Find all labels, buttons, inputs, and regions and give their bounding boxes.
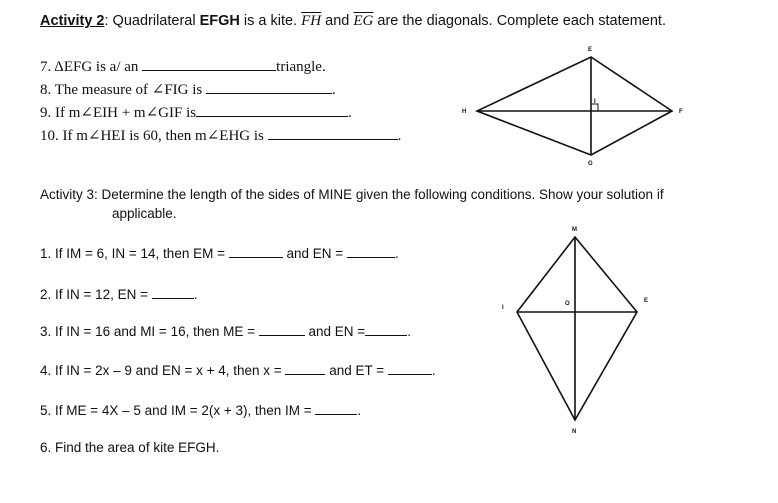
title-text: are the diagonals. Complete each statement. <box>373 13 666 29</box>
label-g: G <box>588 161 593 167</box>
item-text: 1. If IM = 6, IN = 14, then EM = <box>40 246 225 261</box>
item-text: . <box>332 82 336 98</box>
diagonal-fh: $\overline{FH}$ <box>301 13 322 29</box>
item-text: and ET = <box>329 363 385 378</box>
item-text: . <box>431 363 436 378</box>
item-text: triangle. <box>276 59 326 75</box>
item-text: . <box>394 246 399 261</box>
item-text: . <box>193 287 198 302</box>
item-text: . <box>397 128 402 144</box>
item-text: and EN = <box>308 324 366 339</box>
activity3-heading-line1: Activity 3: Determine the length of the sides of MINE given the following conditions. Show your solution if <box>40 187 664 202</box>
label-m: M <box>572 227 577 233</box>
activity3-heading-line2: applicable. <box>112 206 177 221</box>
item-text: 7. ΔEFG is a/ an <box>40 59 139 75</box>
kite-name: EFGH <box>199 13 240 29</box>
title-text: is a kite. <box>239 13 302 29</box>
item-text: 2. If IN = 12, EN = <box>40 287 149 302</box>
item-text: 4. If IN = 2x – 9 and EN = x + 4, then x = <box>40 363 282 378</box>
item-text: 3. If IN = 16 and MI = 16, then ME = <box>40 324 255 339</box>
label-f: F <box>679 109 683 115</box>
label-i: I <box>502 305 504 311</box>
item-text: 5. If ME = 4X – 5 and IM = 2(x + 3), then IM = <box>40 403 312 418</box>
label-n: N <box>572 429 577 435</box>
title-text: and <box>321 13 354 29</box>
item-text: 6. Find the area of kite EFGH. <box>40 440 220 455</box>
label-e: E <box>644 298 649 304</box>
label-h: H <box>462 109 467 115</box>
label-e: E <box>588 47 593 53</box>
activity2-label: Activity 2 <box>40 13 105 29</box>
label-o: O <box>565 301 570 307</box>
item-text: 8. The measure of ∠FIG is <box>40 82 203 98</box>
item-text: . <box>348 105 352 121</box>
item-text: and EN = <box>286 246 344 261</box>
item-text: . <box>357 403 362 418</box>
item-text: 10. If m∠HEI is 60, then m∠EHG is <box>40 128 264 144</box>
item-text: . <box>407 324 411 339</box>
diagonal-eg: $\overline{EG}$ <box>353 13 374 29</box>
label-i: I <box>594 99 596 105</box>
kite-mine-outline <box>517 237 637 420</box>
item-text: 9. If m∠EIH + m∠GIF is <box>40 105 197 121</box>
title-text: : Quadrilateral <box>104 13 200 29</box>
